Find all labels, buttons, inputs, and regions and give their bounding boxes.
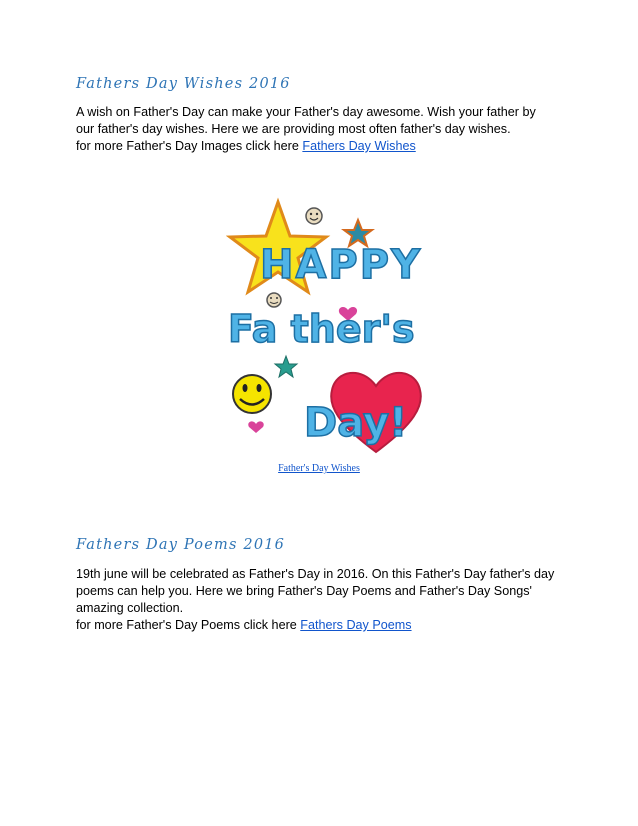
section-heading-poems: Fathers Day Poems 2016 (76, 537, 286, 553)
wishes-line-2: our father's day wishes. Here we are providing most often father's day wishes. (76, 122, 511, 136)
section-heading-wishes: Fathers Day Wishes 2016 (76, 76, 291, 92)
poems-line-1: 19th june will be celebrated as Father's Day in 2016. On this Father's Day father's day (76, 567, 555, 581)
poems-paragraph (76, 566, 586, 634)
small-pink-heart-icon (248, 421, 263, 433)
smiley-mid-icon (267, 293, 281, 307)
poems-line-2: poems can help you. Here we bring Father's Day Poems and Father's Day Songs' (76, 584, 532, 598)
wishes-line-3-text: for more Father's Day Images click here (76, 139, 303, 153)
green-star-icon (275, 356, 297, 377)
wishes-line-1: A wish on Father's Day can make your Father's day awesome. Wish your father by (76, 105, 536, 119)
fathers-text: Fa ther's (228, 307, 415, 351)
poems-line-4-text: for more Father's Day Poems click here (76, 618, 301, 632)
happy-text: HAPPY (260, 242, 423, 288)
poems-line-3: amazing collection. (76, 601, 184, 615)
wishes-paragraph (76, 104, 586, 155)
smiley-small-icon (306, 208, 322, 224)
fathers-day-poems-link[interactable]: Fathers Day Poems (300, 618, 412, 632)
poems-line-4 (76, 617, 586, 634)
day-text: Day! (304, 400, 408, 446)
happy-fathers-day-image (226, 196, 426, 458)
smiley-large-icon (233, 375, 271, 413)
image-caption-link[interactable]: Father's Day Wishes (278, 463, 360, 474)
wishes-line-3 (76, 138, 586, 155)
image-caption (0, 463, 638, 474)
fathers-day-wishes-link[interactable]: Fathers Day Wishes (302, 139, 416, 153)
